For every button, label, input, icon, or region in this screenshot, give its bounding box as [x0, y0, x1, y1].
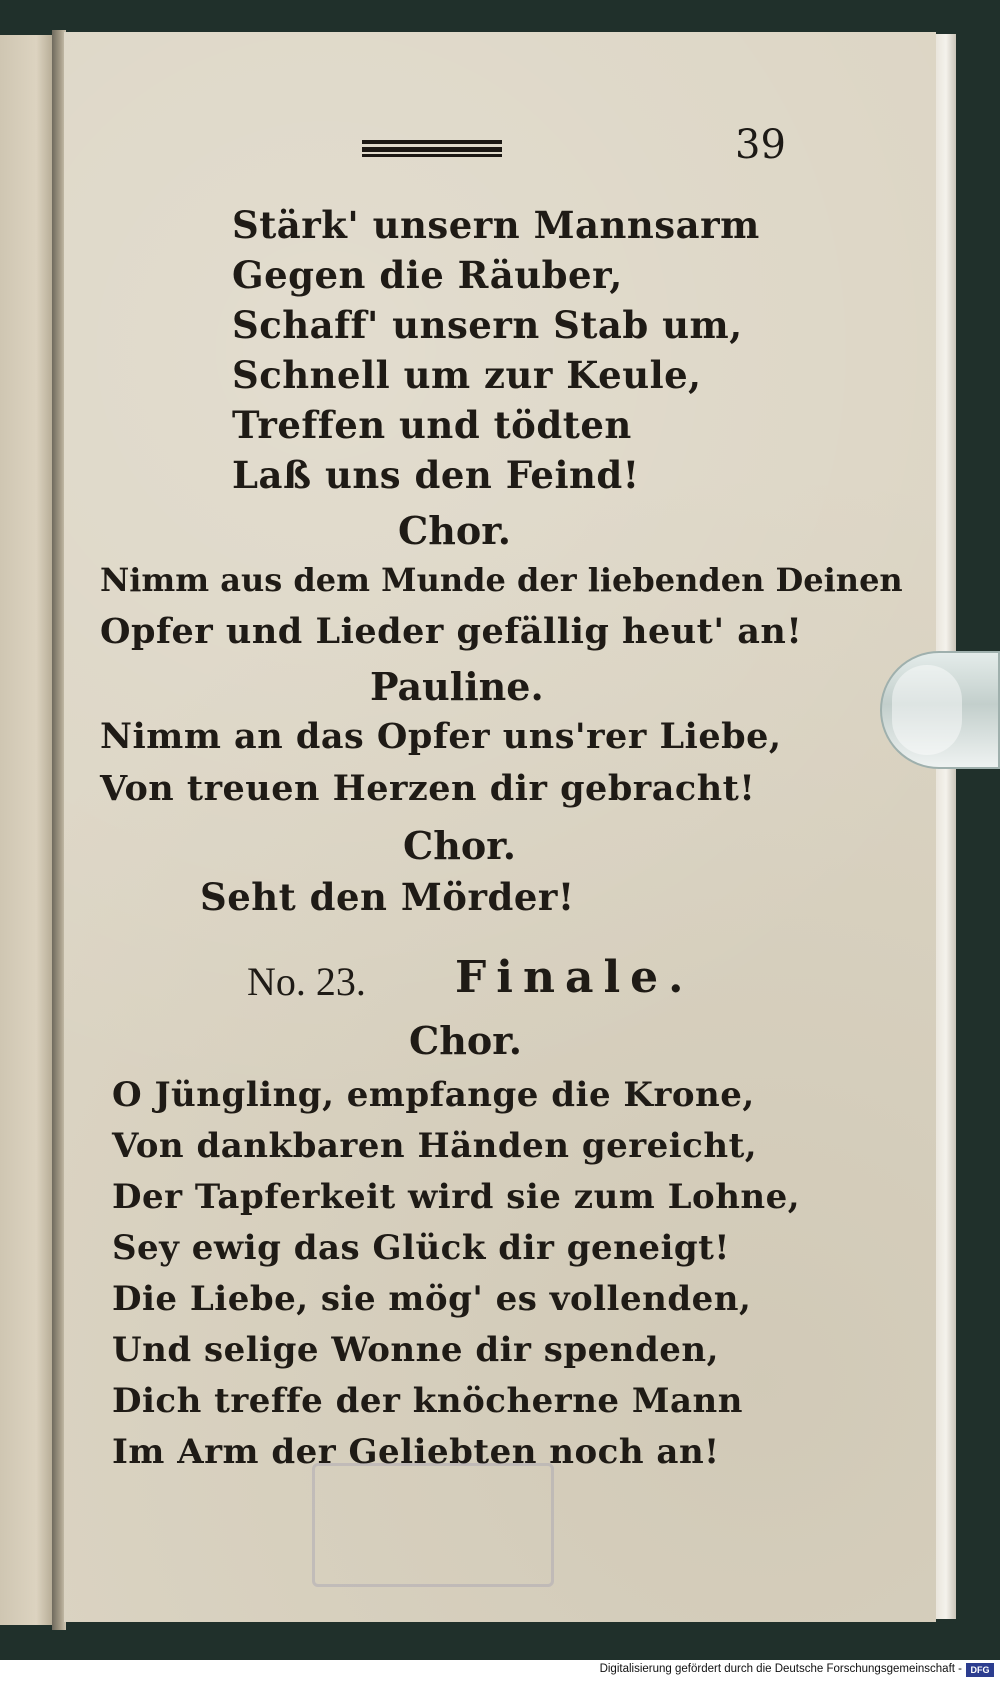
verse-line: Nimm aus dem Munde der liebenden Deinen	[100, 561, 903, 599]
verse-line: Seht den Mörder!	[200, 875, 575, 919]
header-rule-line-middle	[362, 147, 502, 152]
verse-line: Von treuen Herzen dir gebracht!	[100, 768, 756, 809]
verse-line: Der Tapferkeit wird sie zum Lohne,	[112, 1177, 801, 1217]
verse-line: Und selige Wonne dir spenden,	[112, 1330, 719, 1370]
library-stamp	[312, 1463, 554, 1587]
verse-line: Dich treffe der knöcherne Mann	[112, 1381, 744, 1421]
verse-line: Stärk' unsern Mannsarm	[232, 203, 760, 247]
verse-line: Schaff' unsern Stab um,	[232, 303, 743, 347]
header-rule	[362, 140, 502, 158]
verse-line: Sey ewig das Glück dir geneigt!	[112, 1228, 730, 1268]
verse-line: Die Liebe, sie mög' es vollenden,	[112, 1279, 752, 1319]
number-label: No. 23.	[247, 959, 366, 1004]
verse-line: Nimm an das Opfer uns'rer Liebe,	[100, 716, 782, 757]
verse-line: Gegen die Räuber,	[232, 253, 623, 297]
previous-page-edge	[0, 35, 54, 1625]
verse-line: Von dankbaren Händen gereicht,	[112, 1126, 758, 1166]
verse-line: Schnell um zur Keule,	[232, 353, 702, 397]
verse-line: Im Arm der Geliebten noch an!	[112, 1432, 720, 1472]
footer-bar	[0, 1660, 1000, 1681]
section-title: Finale.	[455, 952, 694, 1003]
verse-line: O Jüngling, empfange die Krone,	[112, 1075, 755, 1115]
clip-highlight	[892, 665, 962, 755]
page-number: 39	[735, 122, 786, 168]
speaker-heading: Chor.	[398, 508, 511, 553]
speaker-heading: Chor.	[403, 823, 516, 868]
page-clip	[880, 651, 1000, 769]
speaker-heading: Pauline.	[370, 664, 544, 709]
footer-credit: Digitalisierung gefördert durch die Deutsche Forschungsgemeinschaft -	[599, 1663, 962, 1675]
header-rule-line-bottom	[362, 154, 502, 157]
speaker-heading: Chor.	[409, 1018, 522, 1063]
page-edge-stack	[936, 34, 956, 1619]
verse-line: Treffen und tödten	[232, 403, 632, 447]
verse-line: Laß uns den Feind!	[232, 453, 640, 497]
dfg-logo[interactable]: DFG	[966, 1663, 994, 1677]
verse-line: Opfer und Lieder gefällig heut' an!	[100, 611, 803, 652]
header-rule-line-top	[362, 140, 502, 144]
